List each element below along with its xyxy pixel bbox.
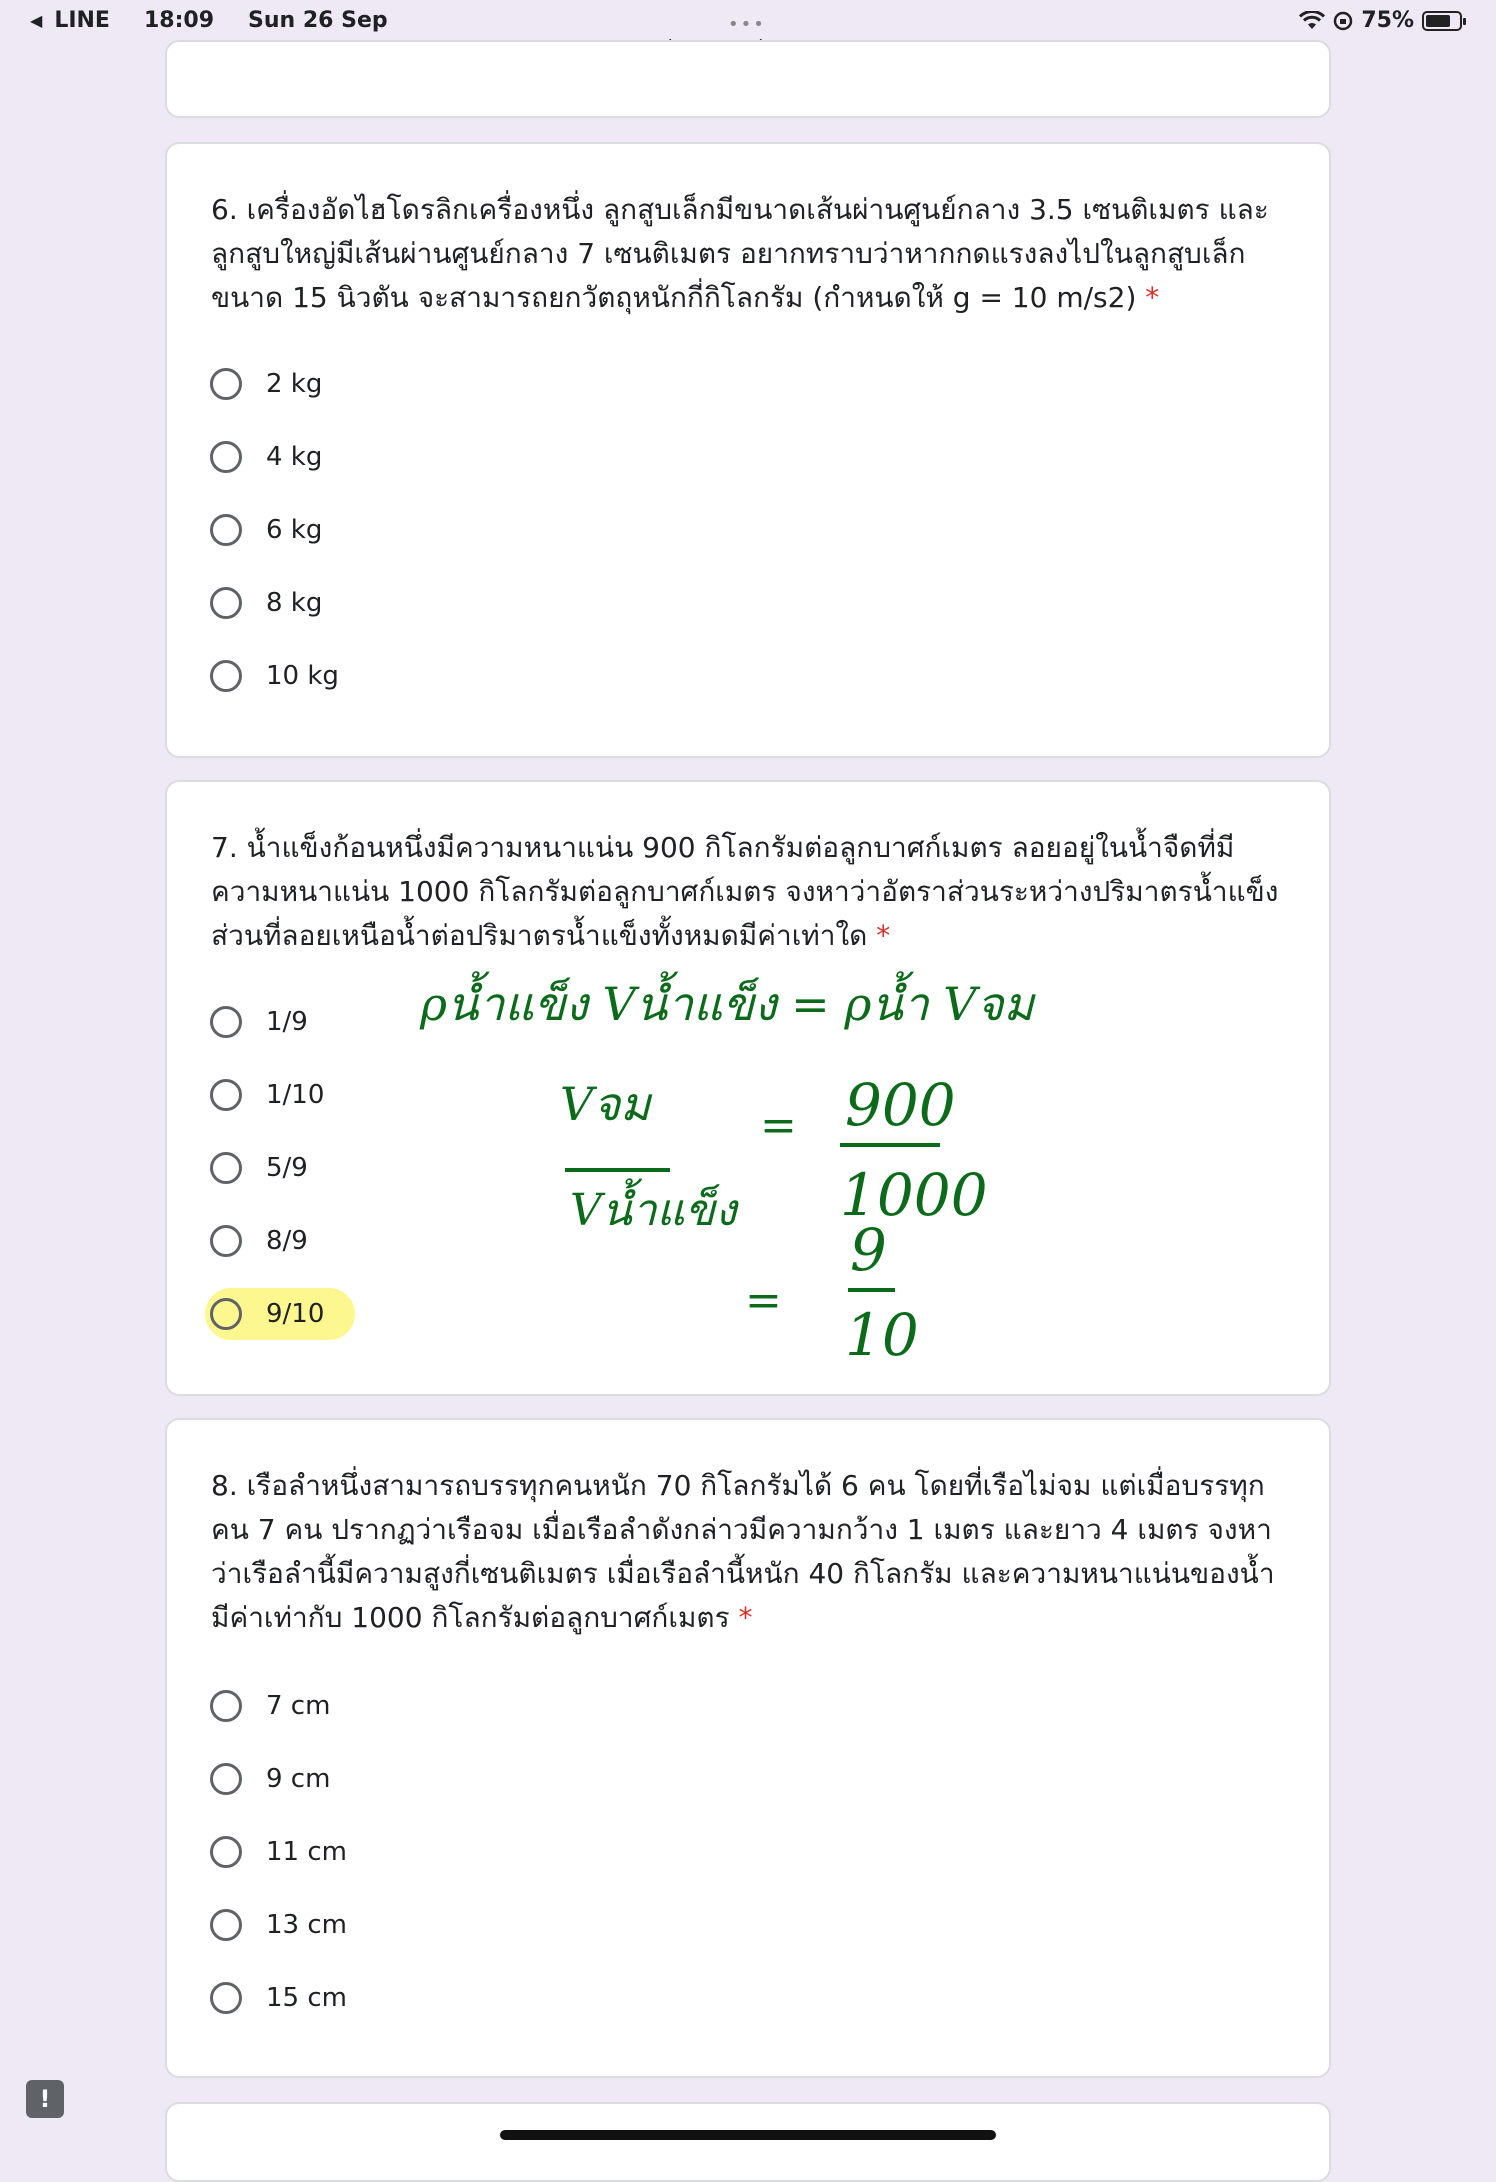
- radio-button[interactable]: [210, 441, 242, 473]
- handwriting-equals-2: =: [745, 1275, 782, 1326]
- option-label: 15 cm: [266, 1983, 347, 2013]
- radio-button[interactable]: [210, 660, 242, 692]
- battery-level: [1426, 15, 1450, 27]
- option-1-9[interactable]: [210, 992, 308, 1052]
- question-7-text: [211, 826, 1285, 958]
- clock-time: 18:09: [143, 8, 214, 33]
- handwriting-equals-1: =: [760, 1100, 797, 1151]
- question-8-text: [211, 1464, 1285, 1640]
- option-label: 11 cm: [266, 1837, 347, 1867]
- question-7-title: 7. น้ำแข็งก้อนหนึ่งมีความหนาแน่น 900 กิโลกรัมต่อลูกบาศก์เมตร ลอยอยู่ในน้ำจืดที่มีความหนาแน่น 1000 กิโลกรัมต่อลูกบาศก์เมตร จงหาว่าอัตราส่วนระหว่างปริมาตรน้ำแข็งส่วนที่ลอยเหนือน้ำต่อปริมาตรน้ำแข็งทั้งหมดมีค่าเท่าใด: [211, 831, 1279, 952]
- radio-button[interactable]: [210, 1909, 242, 1941]
- back-arrow-icon[interactable]: ◀: [30, 11, 43, 30]
- option-label: 8/9: [266, 1226, 308, 1256]
- battery-percent: 75%: [1361, 8, 1414, 33]
- option-5-9[interactable]: [210, 1138, 308, 1198]
- question-card-8: [165, 1418, 1331, 2078]
- radio-button[interactable]: [210, 514, 242, 546]
- option-4kg[interactable]: [210, 427, 322, 487]
- option-9cm[interactable]: [210, 1749, 330, 1809]
- question-6-title: 6. เครื่องอัดไฮโดรลิกเครื่องหนึ่ง ลูกสูบเล็กมีขนาดเส้นผ่านศูนย์กลาง 3.5 เซนติเมตร และลูกสูบใหญ่มีเส้นผ่านศูนย์กลาง 7 เซนติเมตร อยากทราบว่าหากกดแรงลงไปในลูกสูบเล็กขนาด 15 นิวตัน จะสามารถยกวัตถุหนักกี่กิโลกรัม (กำหนดให้ g = 10 m/s2): [211, 193, 1269, 314]
- radio-button[interactable]: [210, 587, 242, 619]
- option-7cm[interactable]: [210, 1676, 330, 1736]
- feedback-icon[interactable]: !: [26, 2080, 64, 2118]
- question-6-text: [211, 188, 1285, 320]
- option-label: 5/9: [266, 1153, 308, 1183]
- option-label: 9/10: [266, 1299, 325, 1329]
- option-label: 7 cm: [266, 1691, 331, 1721]
- required-mark: *: [1145, 281, 1160, 314]
- battery-icon: [1422, 11, 1462, 31]
- radio-button[interactable]: [210, 1152, 242, 1184]
- radio-button[interactable]: [210, 1079, 242, 1111]
- radio-button[interactable]: [210, 1690, 242, 1722]
- wifi-icon: [1299, 11, 1325, 31]
- handwriting-frac2-num: 9: [850, 1216, 887, 1284]
- clock-date: Sun 26 Sep: [248, 8, 388, 33]
- handwriting-frac1-num: 900: [845, 1071, 956, 1139]
- required-mark: *: [738, 1601, 753, 1634]
- radio-button[interactable]: [210, 1982, 242, 2014]
- radio-button[interactable]: [210, 1836, 242, 1868]
- handwriting-ratio-numerator: Vจม: [560, 1077, 651, 1131]
- handwriting-ratio-denominator: Vน้ำแข็ง: [570, 1185, 737, 1236]
- status-left: [30, 8, 388, 33]
- orientation-lock-icon: [1333, 11, 1353, 31]
- option-label: 13 cm: [266, 1910, 347, 1940]
- option-label: 1/10: [266, 1080, 325, 1110]
- option-8kg[interactable]: [210, 573, 322, 633]
- option-label: 1/9: [266, 1007, 308, 1037]
- option-label: 9 cm: [266, 1764, 331, 1794]
- handwriting-frac1-den: 1000: [840, 1161, 988, 1229]
- option-label: 4 kg: [266, 442, 323, 472]
- handwriting-frac2-den: 10: [845, 1301, 919, 1369]
- home-indicator[interactable]: [500, 2130, 996, 2140]
- option-label: 6 kg: [266, 515, 323, 545]
- radio-button[interactable]: [210, 368, 242, 400]
- handwriting-line-1: ρน้ำแข็ง Vน้ำแข็ง = ρน้ำ Vจม: [420, 977, 1034, 1031]
- option-11cm[interactable]: [210, 1822, 347, 1882]
- radio-button[interactable]: [210, 1763, 242, 1795]
- option-10kg[interactable]: [210, 646, 339, 706]
- radio-button[interactable]: [210, 1225, 242, 1257]
- question-card-next: [165, 2102, 1331, 2182]
- option-9-10[interactable]: [210, 1284, 324, 1344]
- handwritten-solution: [400, 960, 1120, 1380]
- option-label: 8 kg: [266, 588, 323, 618]
- back-app-label[interactable]: LINE: [54, 8, 110, 33]
- question-card-prev: [165, 40, 1331, 118]
- multitask-dots-icon[interactable]: •••: [728, 14, 766, 35]
- option-1-10[interactable]: [210, 1065, 324, 1125]
- option-15cm[interactable]: [210, 1968, 347, 2028]
- option-label: 2 kg: [266, 369, 323, 399]
- radio-button[interactable]: [210, 1298, 242, 1330]
- question-card-6: [165, 142, 1331, 758]
- option-8-9[interactable]: [210, 1211, 308, 1271]
- option-6kg[interactable]: [210, 500, 322, 560]
- question-8-title: 8. เรือลำหนึ่งสามารถบรรทุกคนหนัก 70 กิโลกรัมได้ 6 คน โดยที่เรือไม่จม แต่เมื่อบรรทุกคน 7 คน ปรากฏว่าเรือจม เมื่อเรือลำดังกล่าวมีความกว้าง 1 เมตร และยาว 4 เมตร จงหาว่าเรือลำนี้มีความสูงกี่เซนติเมตร เมื่อเรือลำนี้หนัก 40 กิโลกรัม และความหนาแน่นของน้ำมีค่าเท่ากับ 1000 กิโลกรัมต่อลูกบาศก์เมตร: [211, 1469, 1275, 1634]
- option-label: 10 kg: [266, 661, 339, 691]
- status-right: [1299, 8, 1462, 33]
- option-2kg[interactable]: [210, 354, 322, 414]
- radio-button[interactable]: [210, 1006, 242, 1038]
- required-mark: *: [876, 919, 891, 952]
- option-13cm[interactable]: [210, 1895, 347, 1955]
